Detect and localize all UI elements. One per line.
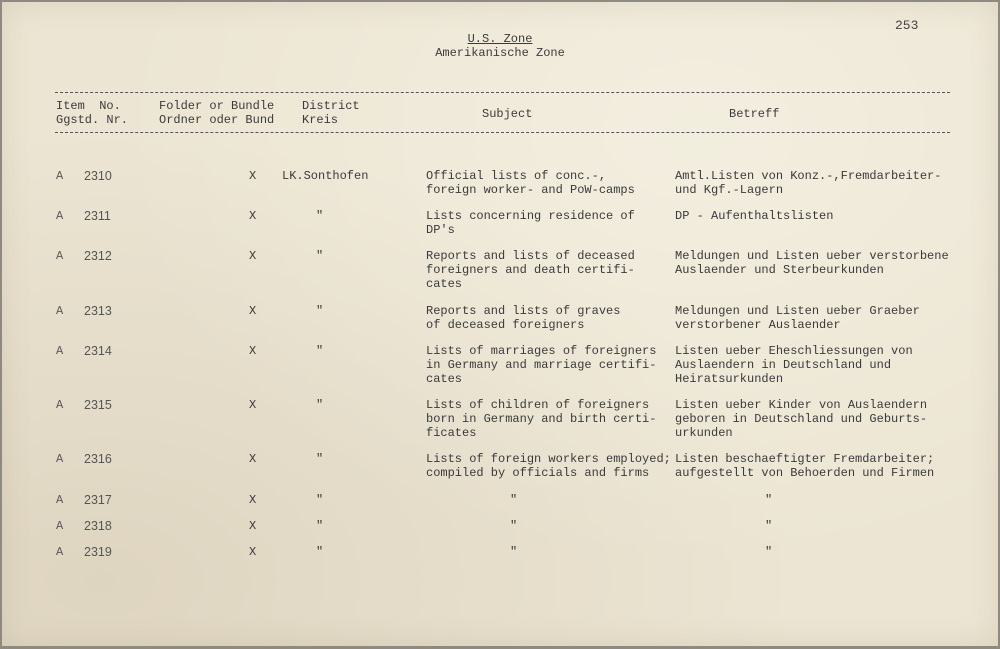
header-district: District Kreis (302, 99, 360, 127)
district: " (316, 209, 324, 223)
header-folder: Folder or Bundle Ordner oder Bund (159, 99, 275, 127)
item-letter: A (56, 398, 64, 412)
subject: Official lists of conc.-, foreign worker- and PoW-camps (426, 169, 635, 197)
folder-mark: X (249, 169, 257, 183)
item-number: 2316 (84, 452, 112, 466)
folder-mark: X (249, 249, 257, 263)
betreff: Meldungen und Listen ueber verstorbene Auslaender und Sterbeurkunden (675, 249, 949, 277)
header-betreff: Betreff (729, 107, 780, 121)
betreff: DP - Aufenthaltslisten (675, 209, 834, 223)
header-subject: Subject (482, 107, 533, 121)
betreff: Listen ueber Eheschliessungen von Auslaendern in Deutschland und Heiratsurkunden (675, 344, 913, 386)
item-number: 2319 (84, 545, 112, 559)
district: " (316, 344, 324, 358)
item-number: 2312 (84, 249, 112, 263)
subject: Lists concerning residence of DP's (426, 209, 635, 237)
betreff: Listen ueber Kinder von Auslaendern geboren in Deutschland und Geburts- urkunden (675, 398, 928, 440)
subject: Reports and lists of graves of deceased foreigners (426, 304, 621, 332)
district: " (316, 398, 324, 412)
header-bottom-rule (55, 132, 950, 133)
district: " (316, 519, 324, 533)
folder-mark: X (249, 304, 257, 318)
betreff: Amtl.Listen von Konz.-,Fremdarbeiter- und Kgf.-Lagern (675, 169, 942, 197)
item-number: 2315 (84, 398, 112, 412)
district: " (316, 452, 324, 466)
item-number: 2314 (84, 344, 112, 358)
item-number: 2313 (84, 304, 112, 318)
betreff: " (765, 545, 773, 559)
item-letter: A (56, 452, 64, 466)
folder-mark: X (249, 398, 257, 412)
zone-title: U.S. Zone (467, 32, 533, 46)
item-letter: A (56, 169, 64, 183)
document-page (2, 2, 998, 646)
subject: Reports and lists of deceased foreigners and death certifi- cates (426, 249, 635, 291)
folder-mark: X (249, 519, 257, 533)
item-letter: A (56, 519, 64, 533)
item-number: 2318 (84, 519, 112, 533)
item-number: 2310 (84, 169, 112, 183)
subject: " (510, 545, 518, 559)
subject: Lists of children of foreigners born in Germany and birth certi- ficates (426, 398, 657, 440)
district: " (316, 304, 324, 318)
district: LK.Sonthofen (282, 169, 369, 183)
folder-mark: X (249, 452, 257, 466)
district: " (316, 249, 324, 263)
item-letter: A (56, 344, 64, 358)
folder-mark: X (249, 209, 257, 223)
item-letter: A (56, 249, 64, 263)
betreff: Meldungen und Listen ueber Graeber verstorbener Auslaender (675, 304, 920, 332)
item-letter: A (56, 304, 64, 318)
subject: " (510, 519, 518, 533)
subject: Lists of marriages of foreigners in Germany and marriage certifi- cates (426, 344, 657, 386)
page-number: 253 (895, 18, 919, 33)
district: " (316, 493, 324, 507)
header-top-rule (55, 92, 950, 93)
folder-mark: X (249, 344, 257, 358)
item-letter: A (56, 545, 64, 559)
district: " (316, 545, 324, 559)
item-number: 2311 (84, 209, 111, 223)
item-letter: A (56, 209, 64, 223)
item-letter: A (56, 493, 64, 507)
betreff: Listen beschaeftigter Fremdarbeiter; aufgestellt von Behoerden und Firmen (675, 452, 935, 480)
subject: Lists of foreign workers employed; compiled by officials and firms (426, 452, 671, 480)
zone-subtitle: Amerikanische Zone (435, 46, 565, 60)
item-number: 2317 (84, 493, 112, 507)
betreff: " (765, 493, 773, 507)
betreff: " (765, 519, 773, 533)
folder-mark: X (249, 493, 257, 507)
header-item-no: Item No. Ggstd. Nr. (56, 99, 129, 127)
folder-mark: X (249, 545, 257, 559)
subject: " (510, 493, 518, 507)
